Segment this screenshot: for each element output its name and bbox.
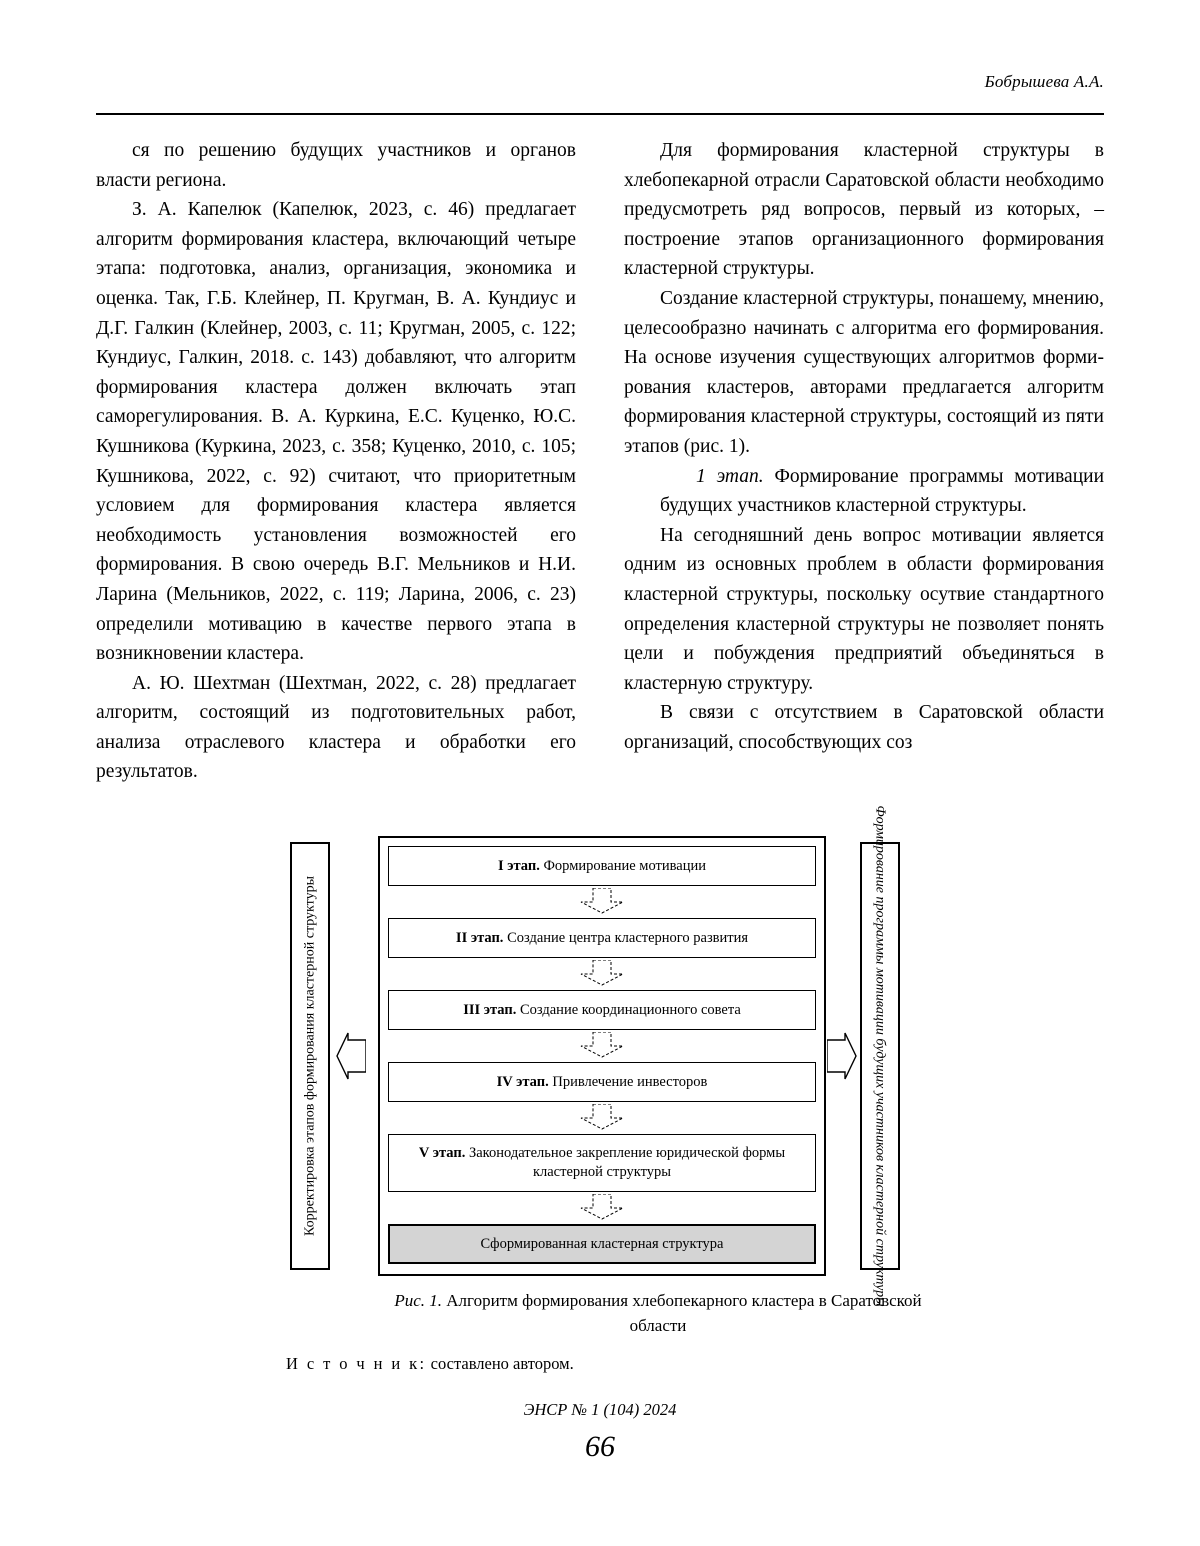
figure-1 bbox=[96, 805, 1104, 1373]
journal-footer: ЭНСР № 1 (104) 2024 bbox=[523, 1400, 677, 1419]
paragraph: А. Ю. Шехтман (Шехтман, 2022, с. 28) предлагает алгоритм, состоящий из подготовительных работ, анализа отраслевого кластера и обработки его результатов. bbox=[96, 672, 576, 783]
algorithm-frame bbox=[378, 836, 826, 1276]
stage-5-text: Законодательное закрепление юридической формы кластерной структуры bbox=[465, 1145, 786, 1180]
right-side-box bbox=[860, 805, 900, 1307]
stage-3-number: III этап. bbox=[463, 1001, 517, 1018]
figure-caption bbox=[378, 1288, 938, 1338]
right-inward-arrow-icon bbox=[827, 1032, 857, 1080]
figure-canvas bbox=[96, 805, 1104, 1373]
figure-source-text: составлено автором. bbox=[426, 1354, 574, 1373]
paragraph: Для формирования кластерной структуры в хлебопекарной отрасли Саратовской области необходимо предусмотреть ряд вопросов, первый из которых, – построение этапов организационного формирования кластерной структуры. bbox=[624, 140, 1104, 280]
stage-box-2 bbox=[388, 918, 816, 958]
right-side-label: Формирование программы мотивации будущих участников кластерной структуры bbox=[872, 805, 888, 1307]
left-column bbox=[96, 136, 576, 787]
stage-2-number: II этап. bbox=[455, 929, 504, 946]
stage-1-number: I этап. bbox=[497, 857, 540, 874]
paragraph: Создание кластерной структуры, понашему, мнению, целесообразно начинать с алгоритма его формирования. На основе изучения существующих алгоритмов формирования кластеров, авторами предлагается алгоритм формирования кластерной структуры, состоящий из пяти этапов (рис. 1). bbox=[624, 287, 1104, 457]
final-structure-box bbox=[388, 1224, 816, 1264]
text-columns bbox=[96, 136, 1104, 787]
stage-box-1 bbox=[388, 846, 816, 886]
stage-box-5 bbox=[388, 1134, 816, 1192]
paragraph: На сегодняшний день вопрос мотивации является одним из основных проблем в области формирования кластерной структуры, поскольку оcутвие стандартного определения кластерной структуры не позволяет понять цели и побуждения предприятий объединяться в кластерную структуру. bbox=[624, 524, 1104, 694]
figure-source bbox=[286, 1354, 574, 1374]
stage-4-number: IV этап. bbox=[496, 1073, 549, 1090]
stage-paragraph-label: 1 этап. bbox=[696, 465, 764, 487]
running-head: Бобрышева А.А. bbox=[984, 72, 1104, 91]
stage-box-4 bbox=[388, 1062, 816, 1102]
stage-2-text: Создание центра кластерного развития bbox=[503, 929, 749, 946]
stage-1-text: Формирование мотивации bbox=[539, 857, 707, 874]
header-rule bbox=[96, 113, 1104, 115]
page-number: 66 bbox=[585, 1430, 615, 1463]
final-structure-label: Сформированная кластерная структура bbox=[480, 1235, 724, 1252]
down-arrow-icon-5 bbox=[580, 1194, 624, 1220]
stage-5-number: V этап. bbox=[418, 1145, 466, 1161]
stage-3-text: Создание координационного совета bbox=[516, 1001, 741, 1018]
stage-paragraph bbox=[624, 462, 1104, 521]
down-arrow-icon-2 bbox=[580, 960, 624, 986]
down-arrow-icon-3 bbox=[580, 1032, 624, 1058]
paragraph: ся по решению будущих участников и органов власти региона. bbox=[96, 140, 576, 191]
left-side-box bbox=[290, 842, 330, 1270]
figure-caption-number: Рис. 1. bbox=[394, 1291, 443, 1310]
figure-source-label: И с т о ч н и к: bbox=[286, 1354, 427, 1373]
paragraph: З. А. Капелюк (Капелюк, 2023, с. 46) предлагает алгоритм формирования кластера, включающий четыре этапа: подготовка, анализ, организация, экономика и оценка. Так, Г.Б. Клейнер, П. Кругман, В. А. Кундиус и Д.Г. Галкин (Клейнер, 2003, с. 11; Кругман, 2005, с. 122; Кундиус, Галкин, 2018. с. 143) добавляют, что алгоритм формирования кластера должен включать этап саморегулирования. В. А. Куркина, Е.С. Куценко, Ю.С. Кушникова (Куркина, 2023, с. 358; Куценко, 2010, с. 105; Кушникова, 2022, с. 92) считают, что приоритетным условием для формирования кластера является необходимость установления возможностей его формирования. В свою очередь В.Г. Мельников и Н.И. Ларина (Мельников, 2022, с. 119; Ларина, 2006, с. 23) определили мотивацию в качестве первого этапа в возникновении кластера. bbox=[96, 199, 576, 665]
right-column bbox=[624, 136, 1104, 787]
left-side-label: Корректировка этапов формирования кластерной структуры bbox=[302, 875, 318, 1237]
left-inward-arrow-icon bbox=[336, 1032, 366, 1080]
paragraph: В связи с отсутствием в Саратовской области организаций, способствующих соз bbox=[624, 702, 1104, 753]
down-arrow-icon-4 bbox=[580, 1104, 624, 1130]
stage-4-text: Привлечение инвесторов bbox=[548, 1073, 708, 1090]
stage-paragraph-text: Формирование программы мотивации будущих участников кластерной структуры. bbox=[660, 465, 1104, 517]
down-arrow-icon-1 bbox=[580, 888, 624, 914]
stage-box-3 bbox=[388, 990, 816, 1030]
figure-caption-text: Алгоритм формирования хлебопекарного кластера в Саратовской области bbox=[442, 1291, 922, 1335]
